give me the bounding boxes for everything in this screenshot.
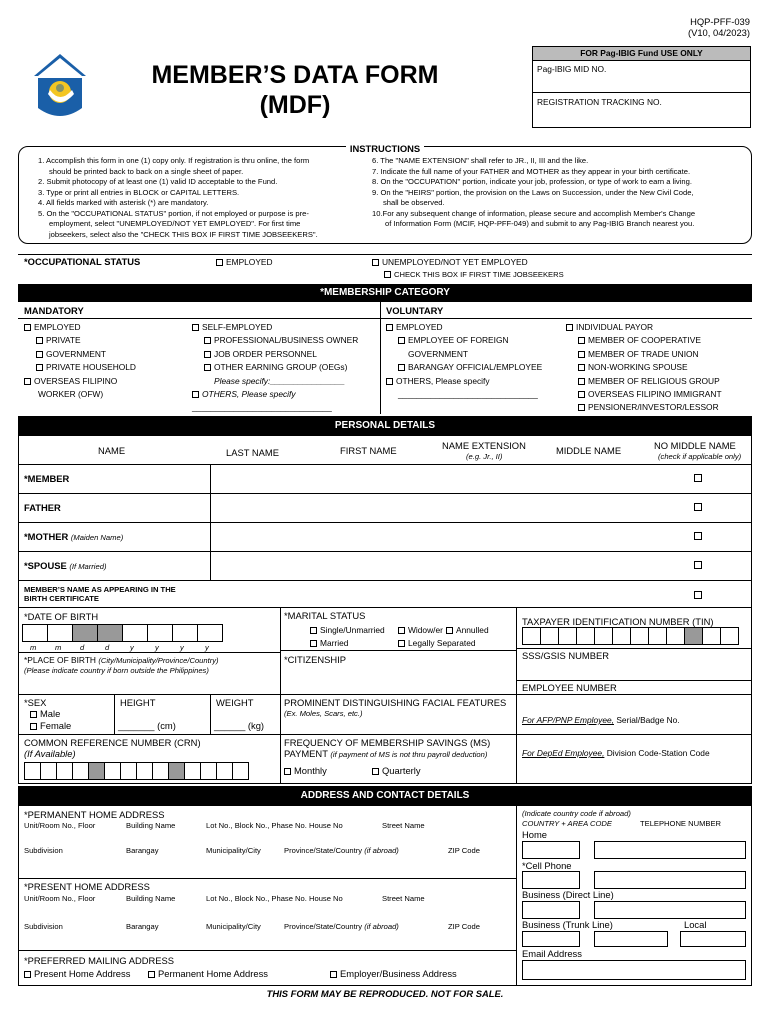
pres-province: Province/State/Country (if abroad) [284,922,399,931]
mem-oeg-checkbox[interactable] [204,364,211,371]
mem-self-employed-checkbox[interactable] [192,324,199,331]
col-nomid-header: NO MIDDLE NAME [654,440,736,451]
height-field[interactable]: _______ (cm) [118,720,176,731]
mem-government-checkbox[interactable] [36,351,43,358]
col-first-header: FIRST NAME [340,445,397,456]
sss-label: SSS/GSIS NUMBER [522,650,609,661]
membership-col1: EMPLOYED PRIVATE GOVERNMENT PRIVATE HOUSEHOLD OVERSEAS FILIPINO WORKER (OFW) [24,321,136,401]
crn-digit-box[interactable] [136,762,153,780]
occ-unemployed-checkbox[interactable] [372,259,379,266]
freq-label2: PAYMENT (if payment of MS is not thru payroll deduction) [284,748,488,759]
freq-monthly-option[interactable]: Monthly [284,765,327,776]
form-title-line1: MEMBER’S DATA FORM [151,61,439,89]
mem-private-checkbox[interactable] [36,337,43,344]
home-tel-field[interactable] [594,841,746,859]
birthcert-label: MEMBER’S NAME AS APPEARING IN THE BIRTH CERTIFICATE [24,585,176,604]
pres-city: Municipality/City [206,922,261,931]
instructions-right: 6. The "NAME EXTENSION" shall refer to JR., II, III and the like. 7. Indicate the full name of your FATHER and MOTHER as they appear in your birth certificate. 8. On the "OCCUPATION" portion, indicate your job, profession, or type of work to earn a living. 9. On the "HEIRS" portion, the provision on the Laws on Succession, under the New Civil Code, shall be observed. 10.For any subsequent change of information, please secure and accomplish Member's Change of Information Form (MCIF, HQP-PFF-049) and submit to any Pag-IBIG Branch nearest you. [372,156,696,228]
mailing-address-label: *PREFERRED MAILING ADDRESS [24,955,175,966]
mandatory-label: MANDATORY [24,305,84,316]
afp-label: For AFP/PNP Employee, Serial/Badge No. [522,715,680,725]
row-spouse-label: *SPOUSE (If Married) [24,560,107,571]
occ-employed-option[interactable]: EMPLOYED [216,257,273,267]
mem-oeg-option[interactable]: OTHER EARNING GROUP (OEGs) [192,361,358,374]
mem-others-specify[interactable]: ______________________________ [192,402,332,413]
office-use-box [532,46,751,128]
facial-sub: (Ex. Moles, Scars, etc.) [284,709,363,718]
row-father-label: FATHER [24,502,61,513]
bus-direct-field[interactable] [594,901,746,919]
mem-job-order-checkbox[interactable] [204,351,211,358]
mem-private-option[interactable]: PRIVATE [24,334,136,347]
marital-married-option[interactable]: Married [310,638,348,648]
nomid-father-checkbox[interactable] [694,503,702,511]
marital-annulled-option[interactable]: Annulled [446,625,489,635]
vol-religious-checkbox[interactable] [578,378,585,385]
membership-col2 [192,321,358,415]
cell-field[interactable] [594,871,746,889]
cell-area-field[interactable] [522,871,580,889]
dob-digit-box[interactable] [97,624,123,642]
form-title-line2: (MDF) [259,91,331,119]
footer-note: THIS FORM MAY BE REPRODUCED. NOT FOR SALE. [266,988,504,999]
form-code-block [688,16,750,39]
tin-digit-box[interactable] [594,627,613,645]
mail-permanent-option[interactable]: Permanent Home Address [148,968,268,979]
form-title [110,60,480,120]
mem-others-option[interactable]: OTHERS, Please specify [192,388,358,401]
dob-format-letter: y [130,643,134,652]
occ-jobseeker-option[interactable]: CHECK THIS BOX IF FIRST TIME JOBSEEKERS [384,270,564,279]
mem-household-option[interactable]: PRIVATE HOUSEHOLD [24,361,136,374]
pob-note: (Please indicate country if born outside the Philippines) [24,666,209,675]
mem-professional-option[interactable]: PROFESSIONAL/BUSINESS OWNER [192,334,358,347]
vol-others-checkbox[interactable] [386,378,393,385]
col-name-header: NAME [98,445,126,456]
vol-trade-option[interactable]: MEMBER OF TRADE UNION [566,348,722,361]
dob-digit-box[interactable] [122,624,148,642]
pres-building: Building Name [126,894,176,903]
tin-digit-box[interactable] [648,627,667,645]
facial-label: PROMINENT DISTINGUISHING FACIAL FEATURES [284,697,507,708]
crn-sub: (If Available) [24,748,76,759]
crn-digit-box[interactable] [184,762,201,780]
col-middle-header: MIDDLE NAME [556,445,622,456]
home-area-field[interactable] [522,841,580,859]
tin-digit-box[interactable] [702,627,721,645]
bus-direct-label: Business (Direct Line) [522,889,614,900]
sex-male-option[interactable]: Male [30,708,60,719]
marital-label: *MARITAL STATUS [284,610,366,621]
nomid-birthcert-checkbox[interactable] [694,591,702,599]
dob-digit-box[interactable] [172,624,198,642]
form-version: (V10, 04/2023) [687,27,750,39]
vol-immigrant-checkbox[interactable] [578,391,585,398]
tin-digit-box[interactable] [612,627,631,645]
vol-others-option[interactable]: OTHERS, Please specify [386,375,542,388]
dob-digit-box[interactable] [197,624,223,642]
mem-household-checkbox[interactable] [36,364,43,371]
weight-label: WEIGHT [216,697,254,708]
vol-coop-option[interactable]: MEMBER OF COOPERATIVE [566,334,722,347]
local-label: Local [684,919,707,930]
marital-separated-option[interactable]: Legally Separated [398,638,476,648]
marital-single-option[interactable]: Single/Unmarried [310,625,385,635]
membership-col3: EMPLOYED EMPLOYEE OF FOREIGN GOVERNMENT BARANGAY OFFICIAL/EMPLOYEE OTHERS, Please specify ______________________________ [386,321,542,401]
vol-foreign-gov-checkbox[interactable] [398,337,405,344]
dob-label: *DATE OF BIRTH [24,611,99,622]
rtn-label: REGISTRATION TRACKING NO. [537,97,662,107]
crn-label: COMMON REFERENCE NUMBER (CRN) [24,737,201,748]
pres-zip: ZIP Code [448,922,480,931]
col-nomid-sub: (check if applicable only) [658,452,742,461]
pob-label: *PLACE OF BIRTH (City/Municipality/Province/Country) [24,655,219,665]
mem-ofw-checkbox[interactable] [24,378,31,385]
pagibig-logo [32,52,88,124]
tin-digit-box[interactable] [558,627,577,645]
cell-label: *Cell Phone [522,860,572,871]
bus-trunk-label: Business (Trunk Line) [522,919,613,930]
mem-job-order-option[interactable]: JOB ORDER PERSONNEL [192,348,358,361]
email-field[interactable] [522,960,746,980]
nomid-mother-checkbox[interactable] [694,532,702,540]
dob-digit-box[interactable] [22,624,48,642]
dob-digit-box[interactable] [47,624,73,642]
bus-local-field[interactable] [680,931,746,947]
nomid-member-checkbox[interactable] [694,474,702,482]
crn-digit-box[interactable] [232,762,249,780]
dob-format-letter: m [30,643,37,652]
empno-label: EMPLOYEE NUMBER [522,682,617,693]
perm-province: Province/State/Country (if abroad) [284,846,399,855]
bus-direct-area-field[interactable] [522,901,580,919]
height-label: HEIGHT [120,697,156,708]
instructions-left: 1. Accomplish this form in one (1) copy only. If registration is thru online, the form should be printed back to back on a single sheet of paper. 2. Submit photocopy of at least one (1) valid ID acceptable to the Fund. 3. Type or print all entries in BLOCK or CAPITAL LETTERS. 4. All fields marked with asterisk (*) are mandatory. 5. On the "OCCUPATIONAL STATUS" portion, if not employed or purpose is pre- employment, select "UNEMPLOYED/NOT YET EMPLOYED". For first time jobseekers, select also the "CHECK THIS BOX IF FIRST TIME JOBSEEKERS". [38,156,318,239]
mem-professional-checkbox[interactable] [204,337,211,344]
mem-self-employed-option[interactable]: SELF-EMPLOYED [192,321,358,334]
occ-employed-checkbox[interactable] [216,259,223,266]
row-mother-label: *MOTHER (Maiden Name) [24,531,124,542]
office-use-header: FOR Pag-IBIG Fund USE ONLY [533,47,750,60]
crn-digit-box[interactable] [40,762,57,780]
vol-immigrant-option[interactable]: OVERSEAS FILIPINO IMMIGRANT [566,388,722,401]
tin-digit-box[interactable] [720,627,739,645]
perm-building: Building Name [126,821,176,830]
dob-format-letter: d [105,643,110,652]
present-address-label: *PRESENT HOME ADDRESS [24,881,150,892]
row-member-label: *MEMBER [24,473,70,484]
perm-barangay: Barangay [126,846,159,855]
tin-label: TAXPAYER IDENTIFICATION NUMBER (TIN) [522,616,714,627]
freq-label: FREQUENCY OF MEMBERSHIP SAVINGS (MS) [284,737,491,748]
pres-lot: Lot No., Block No., Phase No. House No [206,894,343,903]
dob-format-letter: y [180,643,184,652]
perm-street: Street Name [382,821,425,830]
vol-pensioner-option[interactable]: PENSIONER/INVESTOR/LESSOR [566,401,722,414]
crn-digit-box[interactable] [152,762,169,780]
dob-format-letter: y [155,643,159,652]
instructions-title: INSTRUCTIONS [0,143,770,154]
bus-trunk-field[interactable] [594,931,668,947]
voluntary-label: VOLUNTARY [386,305,444,316]
vol-spouse-checkbox[interactable] [578,364,585,371]
occ-jobseeker-checkbox[interactable] [384,271,391,278]
perm-zip: ZIP Code [448,846,480,855]
mail-employer-option[interactable]: Employer/Business Address [330,968,457,979]
citizenship-label: *CITIZENSHIP [284,654,346,665]
mid-label: Pag-IBIG MID NO. [537,64,607,74]
mem-ofw-option[interactable]: OVERSEAS FILIPINO [24,375,136,388]
vol-spouse-option[interactable]: NON-WORKING SPOUSE [566,361,722,374]
address-contact-bar: ADDRESS AND CONTACT DETAILS [18,786,752,806]
email-label: Email Address [522,948,582,959]
mail-present-option[interactable]: Present Home Address [24,968,130,979]
crn-digit-box[interactable] [104,762,121,780]
pres-barangay: Barangay [126,922,159,931]
country-code-note: (Indicate country code if abroad) [522,809,631,818]
personal-details-bar: PERSONAL DETAILS [18,416,752,436]
vol-employed-option[interactable]: EMPLOYED [386,321,542,334]
dob-digit-box[interactable] [147,624,173,642]
crn-digit-box[interactable] [24,762,41,780]
mem-employed-checkbox[interactable] [24,324,31,331]
tin-digit-box[interactable] [576,627,595,645]
dob-format-letter: y [205,643,209,652]
deped-label: For DepEd Employee, Division Code-Station Code [522,748,710,758]
vol-individual-option[interactable]: INDIVIDUAL PAYOR [566,321,722,334]
perm-subdivision: Subdivision [24,846,63,855]
pres-street: Street Name [382,894,425,903]
dob-digit-box[interactable] [72,624,98,642]
vol-barangay-checkbox[interactable] [398,364,405,371]
tin-digit-box[interactable] [540,627,559,645]
pres-subdivision: Subdivision [24,922,63,931]
mem-oeg-specify[interactable]: Please specify:________________ [214,375,345,386]
vol-employed-checkbox[interactable] [386,324,393,331]
freq-quarterly-option[interactable]: Quarterly [372,765,421,776]
sex-female-option[interactable]: Female [30,720,71,731]
vol-others-specify[interactable]: ______________________________ [398,389,538,400]
vol-trade-checkbox[interactable] [578,351,585,358]
mem-employed-option[interactable]: EMPLOYED [24,321,136,334]
crn-digit-box[interactable] [216,762,233,780]
form-code: HQP-PFF-039 [690,16,750,27]
crn-digit-box[interactable] [200,762,217,780]
nomid-spouse-checkbox[interactable] [694,561,702,569]
occ-unemployed-option[interactable]: UNEMPLOYED/NOT YET EMPLOYED [372,257,528,267]
membership-col4 [566,321,722,415]
mem-government-option[interactable]: GOVERNMENT [24,348,136,361]
sex-label: *SEX [24,697,47,708]
weight-field[interactable]: ______ (kg) [214,720,265,731]
crn-digit-box[interactable] [72,762,89,780]
tin-digit-box[interactable] [666,627,685,645]
permanent-address-label: *PERMANENT HOME ADDRESS [24,809,165,820]
bus-trunk-area-field[interactable] [522,931,580,947]
col-ext-header: NAME EXTENSION [442,440,526,451]
marital-widow-option[interactable]: Widow/er [398,625,443,635]
col-last-header: LAST NAME [226,447,279,458]
vol-individual-checkbox[interactable] [566,324,573,331]
occupational-status-label: *OCCUPATIONAL STATUS [24,256,141,267]
membership-category-bar: *MEMBERSHIP CATEGORY [18,284,752,302]
tin-digit-box[interactable] [630,627,649,645]
tel-label: TELEPHONE NUMBER [640,819,722,828]
crn-digit-box[interactable] [56,762,73,780]
vol-pensioner-checkbox[interactable] [578,404,585,411]
vol-foreign-gov-option[interactable]: EMPLOYEE OF FOREIGN [386,334,542,347]
pres-unit: Unit/Room No., Floor [24,894,96,903]
vol-barangay-option[interactable]: BARANGAY OFFICIAL/EMPLOYEE [386,361,542,374]
crn-digit-box[interactable] [88,762,105,780]
perm-unit: Unit/Room No., Floor [24,821,96,830]
home-label: Home [522,829,548,840]
perm-lot: Lot No., Block No., Phase No. House No [206,821,343,830]
perm-city: Municipality/City [206,846,261,855]
crn-digit-box[interactable] [120,762,137,780]
tin-digit-box[interactable] [522,627,541,645]
dob-format-letter: m [55,643,62,652]
dob-format-letter: d [80,643,85,652]
crn-digit-box[interactable] [168,762,185,780]
vol-religious-option[interactable]: MEMBER OF RELIGIOUS GROUP [566,375,722,388]
cc-area-label: COUNTRY + AREA CODE [522,819,612,828]
vol-coop-checkbox[interactable] [578,337,585,344]
tin-digit-box[interactable] [684,627,703,645]
mem-others-checkbox[interactable] [192,391,199,398]
col-ext-sub: (e.g. Jr., II) [466,452,503,461]
